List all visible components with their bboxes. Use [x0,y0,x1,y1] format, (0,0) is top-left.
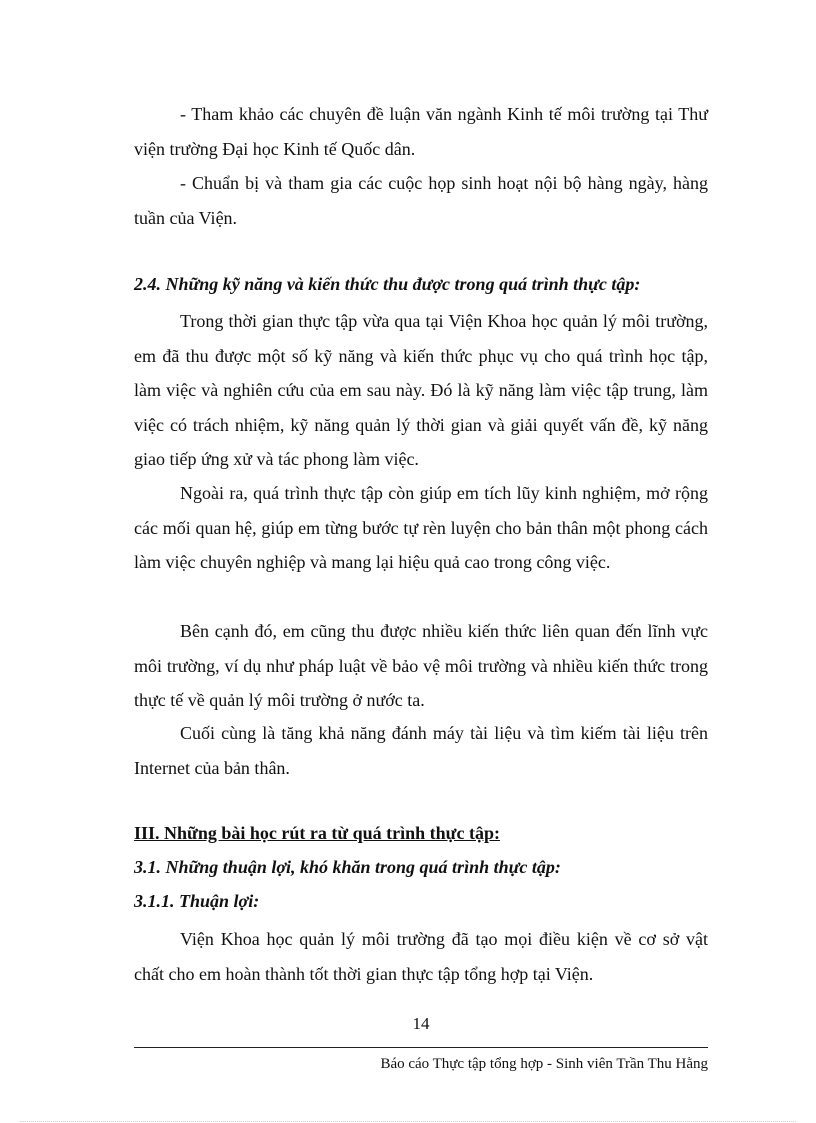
paragraph-skills-gained: Trong thời gian thực tập vừa qua tại Viện Khoa học quản lý môi trường, em đã thu được một số kỹ năng và kiến thức phục vụ cho quá trình học tập, làm việc và nghiên cứu của em sau này. Đó là kỹ năng làm việc tập trung, làm việc có trách nhiệm, kỹ năng quản lý thời gian và giải quyết vấn đề, kỹ năng giao tiếp ứng xử và tác phong làm việc. [134,311,708,469]
paragraph-environmental-knowledge: Bên cạnh đó, em cũng thu được nhiều kiến thức liên quan đến lĩnh vực môi trường, ví dụ như pháp luật về bảo vệ môi trường và nhiều kiến thức trong thực tế về quản lý môi trường ở nước ta. [134,621,708,710]
heading-section-3-1-1: 3.1.1. Thuận lợi: [134,891,260,911]
document-page [134,0,708,1123]
paragraph-internal-meetings: - Chuẩn bị và tham gia các cuộc họp sinh hoạt nội bộ hàng ngày, hàng tuần của Viện. [134,173,708,228]
page-bottom-edge [20,1121,796,1122]
paragraph-typing-skills: Cuối cùng là tăng khả năng đánh máy tài liệu và tìm kiếm tài liệu trên Internet của bản thân. [134,723,708,778]
footer-text: Báo cáo Thực tập tổng hợp - Sinh viên Trần Thu Hằng [380,1056,708,1072]
page-number: 14 [412,1014,430,1033]
paragraph-experience: Ngoài ra, quá trình thực tập còn giúp em tích lũy kinh nghiệm, mở rộng các mối quan hệ, giúp em từng bước tự rèn luyện cho bản thân một phong cách làm việc chuyên nghiệp và mang lại hiệu quả cao trong công việc. [134,483,708,572]
heading-section-2-4: 2.4. Những kỹ năng và kiến thức thu được trong quá trình thực tập: [134,274,641,294]
paragraph-reference-theses: - Tham khảo các chuyên đề luận văn ngành Kinh tế môi trường tại Thư viện trường Đại học Kinh tế Quốc dân. [134,104,708,159]
heading-section-III: III. Những bài học rút ra từ quá trình thực tập: [134,823,500,843]
paragraph-advantages: Viện Khoa học quản lý môi trường đã tạo mọi điều kiện về cơ sở vật chất cho em hoàn thành tốt thời gian thực tập tổng hợp tại Viện. [134,929,708,984]
footer-divider [134,1047,708,1048]
heading-section-3-1: 3.1. Những thuận lợi, khó khăn trong quá trình thực tập: [134,857,561,877]
